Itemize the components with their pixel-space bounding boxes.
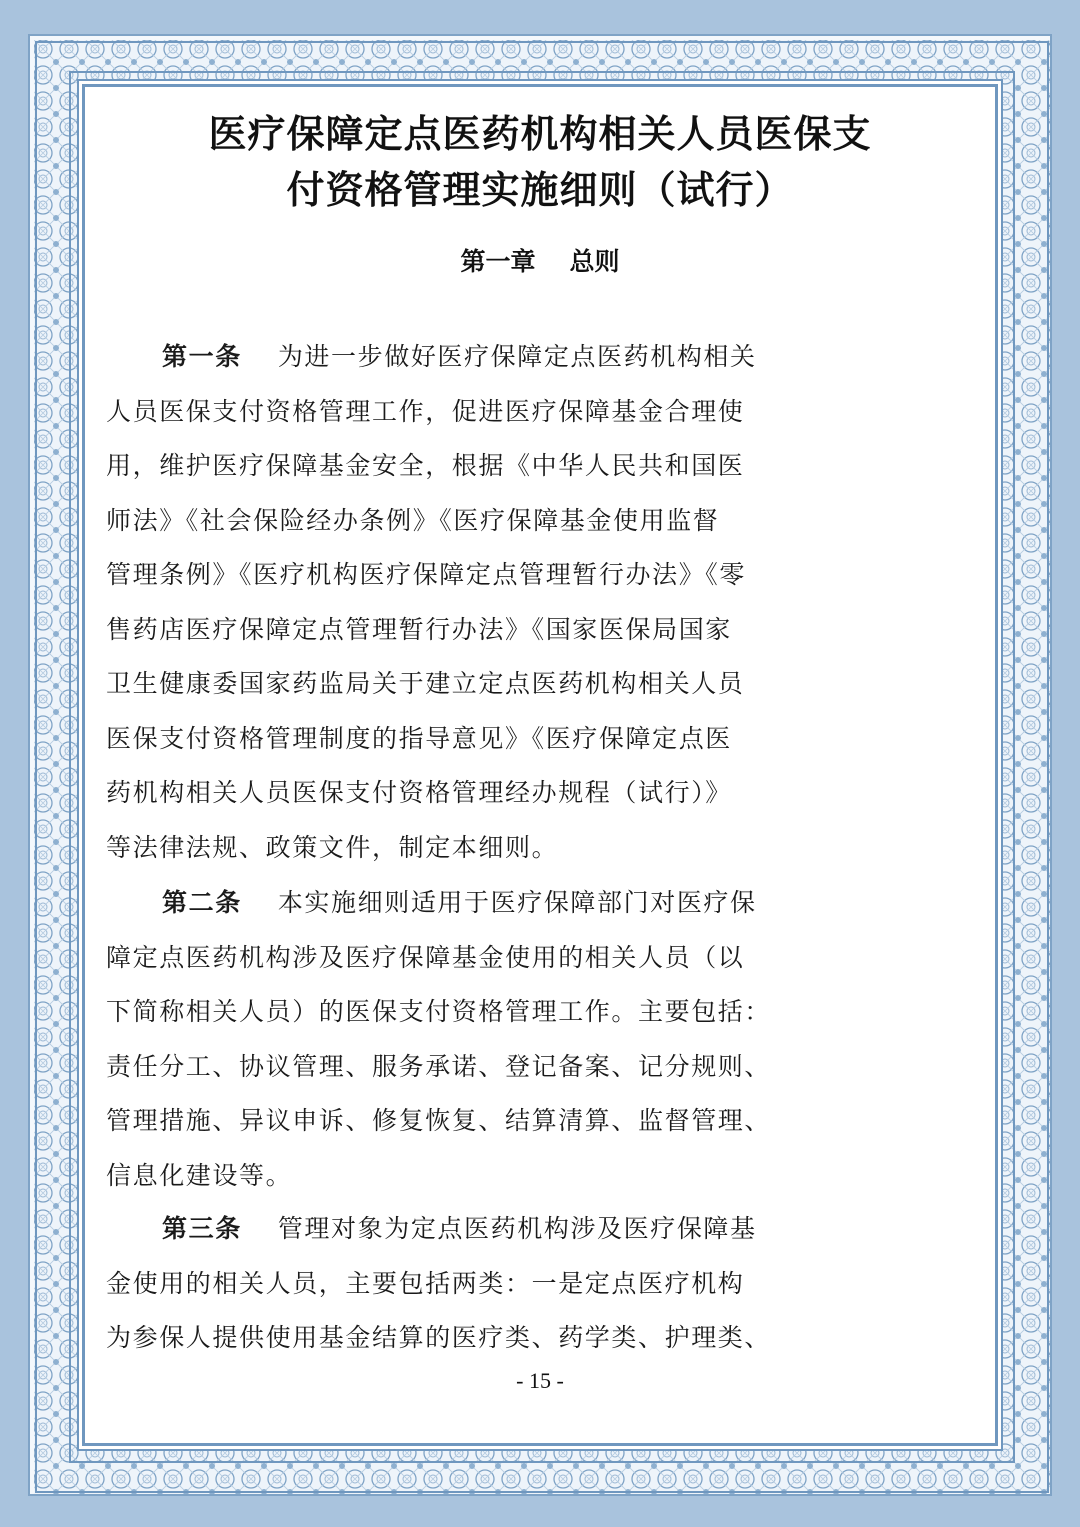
article-line: 卫生健康委国家药监局关于建立定点医药机构相关人员 xyxy=(106,669,745,698)
article-1 xyxy=(106,330,812,875)
article-line: 用，维护医疗保障基金安全，根据《中华人民共和国医 xyxy=(106,451,745,480)
article-line: 第一条 为进一步做好医疗保障定点医药机构相关 xyxy=(162,342,757,371)
article-line: 医保支付资格管理制度的指导意见》《医疗保障定点医 xyxy=(106,723,732,753)
article-label: 第三条 xyxy=(162,1214,242,1243)
article-line: 售药店医疗保障定点管理暂行办法》《国家医保局国家 xyxy=(106,614,732,644)
article-line: 为参保人提供使用基金结算的医疗类、药学类、护理类、 xyxy=(106,1323,772,1352)
article-line: 责任分工、协议管理、服务承诺、登记备案、记分规则、 xyxy=(106,1051,772,1081)
article-label: 第一条 xyxy=(162,342,242,371)
article-line: 管理条例》《医疗机构医疗保障定点管理暂行办法》《零 xyxy=(106,560,747,589)
article-label: 第二条 xyxy=(162,888,242,917)
chapter-heading xyxy=(0,244,1080,280)
chapter-number: 第一章 xyxy=(460,247,536,276)
article-line: 下简称相关人员）的医保支付资格管理工作。主要包括： xyxy=(106,997,772,1026)
article-3 xyxy=(106,1202,812,1366)
document-title-line-2: 付资格管理实施细则（试行） xyxy=(286,167,794,212)
article-line: 管理措施、异议申诉、修复恢复、结算清算、监督管理、 xyxy=(106,1106,772,1135)
article-line: 等法律法规、政策文件，制定本细则。 xyxy=(106,832,559,862)
article-line: 师法》《社会保险经办条例》《医疗保障基金使用监督 xyxy=(106,505,720,535)
article-line: 第三条 管理对象为定点医药机构涉及医疗保障基 xyxy=(162,1214,757,1243)
article-line: 人员医保支付资格管理工作，促进医疗保障基金合理使 xyxy=(106,396,745,426)
document-title-line-1: 医疗保障定点医药机构相关人员医保支 xyxy=(208,111,872,156)
article-line: 金使用的相关人员，主要包括两类：一是定点医疗机构 xyxy=(106,1268,745,1298)
article-2 xyxy=(106,876,812,1203)
article-line: 信息化建设等。 xyxy=(106,1160,293,1190)
article-line: 障定点医药机构涉及医疗保障基金使用的相关人员（以 xyxy=(106,942,745,972)
chapter-name: 总则 xyxy=(569,247,620,276)
article-line: 第二条 本实施细则适用于医疗保障部门对医疗保 xyxy=(162,888,757,917)
page-number: - 15 - xyxy=(516,1368,564,1393)
article-line: 药机构相关人员医保支付资格管理经办规程（试行）》 xyxy=(106,778,732,807)
